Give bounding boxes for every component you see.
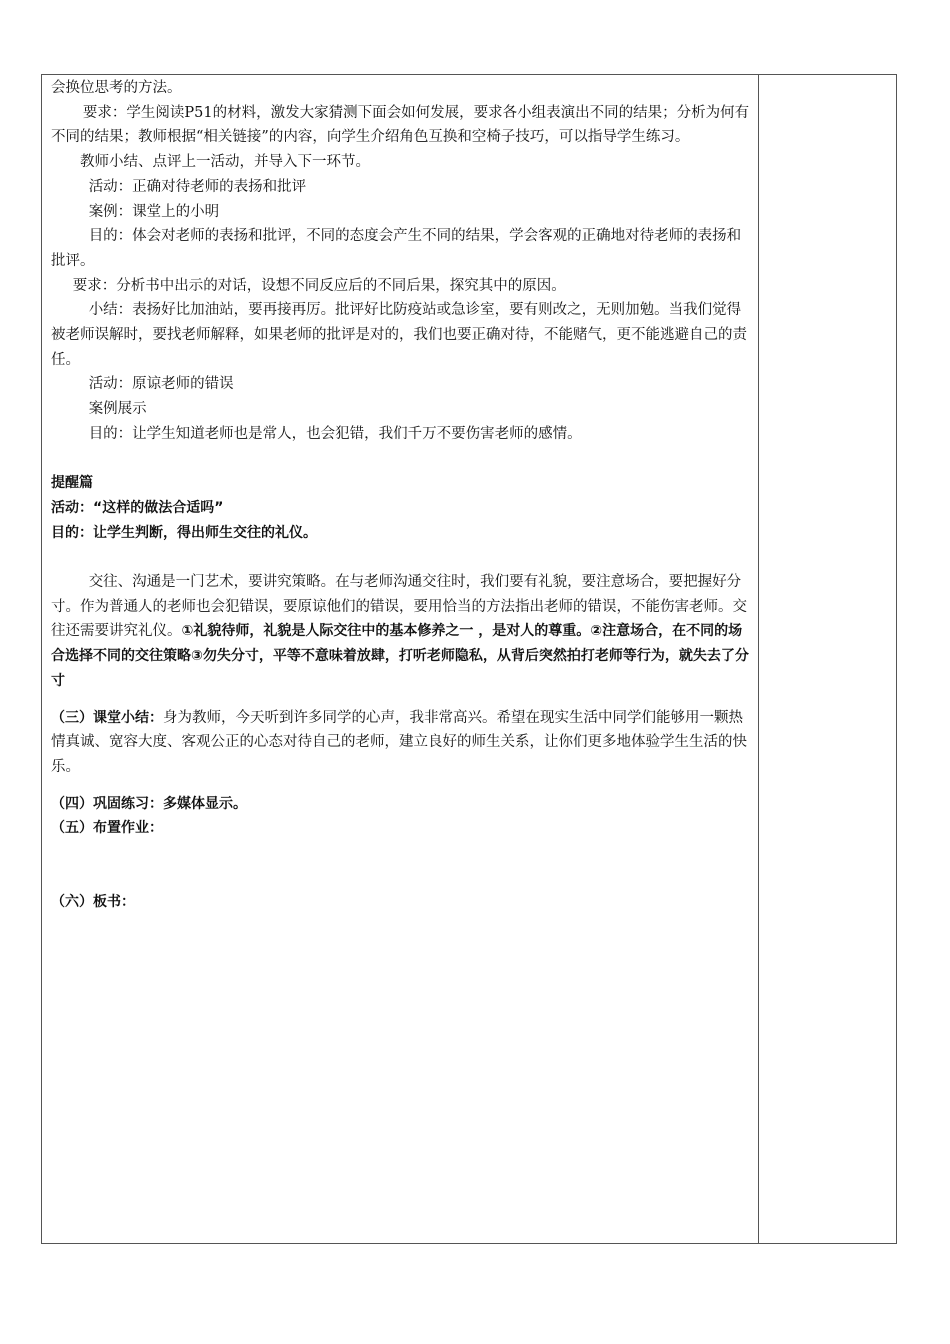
teacher-summary-line: 教师小结、点评上一活动，并导入下一环节。: [80, 154, 370, 171]
purpose-line: 目的：让学生知道老师也是常人，也会犯错，我们千万不要伤害老师的感情。: [88, 425, 582, 442]
etiquette-bold-text: ①礼貌待师，礼貌是人际交往中的基本修养之一 ，是对人的尊重。②注意场合，在不同的场合选择不同的交往策略③勿失分寸，平等不意味着放肆，打听老师隐私，从背后突然拍打老师等行为，就失去了分寸: [51, 623, 749, 689]
requirement-paragraph: 要求：学生阅读P51的材料，激发大家猜测下面会如何发展，要求各小组表演出不同的结果；分析为何有不同的结果；教师根据“相关链接”的内容，向学生介绍角色互换和空椅子技巧，可以指导学生练习。: [51, 104, 750, 146]
reminder-purpose: 目的：让学生判断，得出师生交往的礼仪。: [51, 524, 317, 541]
activity-line: 活动：原谅老师的错误: [88, 376, 234, 393]
reminder-title: 提醒篇: [51, 475, 93, 492]
class-summary-paragraph: [51, 706, 751, 780]
section-homework: （五）布置作业：: [51, 820, 163, 837]
etiquette-text: 交往、沟通是一门艺术，要讲究策略。在与老师沟通交往时，我们要有礼貌，要注意场合，要把握好分寸。作为普通人的老师也会犯错误，要原谅他们的错误，要用恰当的方法指出老师的错误，不能伤害老师。交往还需要讲究礼仪。: [51, 574, 747, 640]
section-board: （六）板书：: [51, 894, 135, 911]
activity-line: 活动：正确对待老师的表扬和批评: [88, 178, 307, 195]
case-line: 案例：课堂上的小明: [88, 203, 220, 220]
requirement-line: 要求：分析书中出示的对话，设想不同反应后的不同后果，探究其中的原因。: [72, 277, 566, 294]
class-summary-text: 身为教师，今天听到许多同学的心声，我非常高兴。希望在现实生活中同学们能够用一颗热情真诚、宽容大度、客观公正的心态对待自己的老师，建立良好的师生关系，让你们更多地体验学生生活的快乐。: [51, 709, 747, 775]
summary-paragraph: 小结：表扬好比加油站，要再接再厉。批评好比防疫站或急诊室，要有则改之，无则加勉。当我们觉得被老师误解时，要找老师解释，如果老师的批评是对的，我们也要正确对待，不能赌气，更不能逃避自己的责任。: [51, 302, 747, 368]
notes-column-divider: [758, 74, 759, 1244]
text-line: 会换位思考的方法。: [51, 80, 182, 96]
purpose-paragraph: 目的：体会对老师的表扬和批评，不同的态度会产生不同的结果，学会客观的正确地对待老师的表扬和批评。: [51, 228, 742, 269]
lesson-content: [51, 76, 751, 915]
case-line: 案例展示: [88, 401, 147, 418]
class-summary-label: （三）课堂小结：: [51, 709, 163, 726]
etiquette-paragraph: [51, 570, 751, 694]
section-practice: （四）巩固练习：多媒体显示。: [51, 795, 247, 812]
reminder-activity: 活动：“这样的做法合适吗”: [51, 499, 224, 516]
